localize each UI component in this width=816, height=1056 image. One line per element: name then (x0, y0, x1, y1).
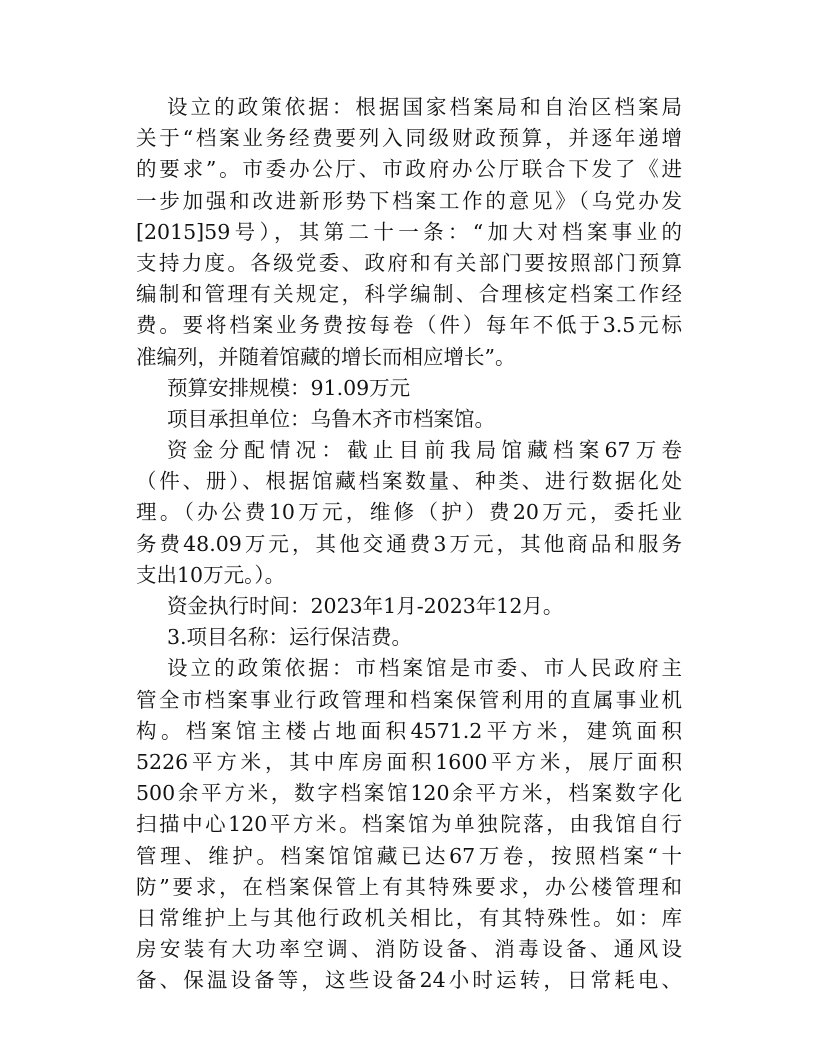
document-body (136, 92, 682, 996)
text-line: 3.项目名称：运行保洁费。 (167, 625, 413, 650)
text-line: 构。档案馆主楼占地面积4571.2平方米，建筑面积 (136, 718, 682, 743)
text-line: 编制和管理有关规定，科学编制、合理核定档案工作经 (136, 282, 682, 307)
text-line: 务费48.09万元，其他交通费3万元，其他商品和服务 (136, 531, 682, 556)
text-line: 资金执行时间：2023年1月-2023年12月。 (167, 594, 564, 618)
text-line: 关于“档案业务经费要列入同级财政预算，并逐年递增 (136, 126, 682, 151)
text-line: 设立的政策依据：市档案馆是市委、市人民政府主 (167, 656, 682, 681)
text-line: [2015]59号），其第二十一条：“加大对档案事业的 (136, 219, 682, 244)
text-line: 日常维护上与其他行政机关相比，有其特殊性。如：库 (136, 905, 682, 930)
text-line: 5226平方米，其中库房面积1600平方米，展厅面积 (136, 749, 682, 774)
text-line: 一步加强和改进新形势下档案工作的意见》（乌党办发 (136, 188, 682, 213)
text-line: 预算安排规模：91.09万元 (167, 375, 411, 400)
text-line: 设立的政策依据：根据国家档案局和自治区档案局 (167, 95, 682, 119)
text-line: 准编列，并随着馆藏的增长而相应增长”。 (136, 344, 516, 369)
text-line: 备、保温设备等，这些设备24小时运转，日常耗电、 (136, 968, 682, 993)
text-line: 房安装有大功率空调、消防设备、消毒设备、通风设 (136, 937, 682, 962)
text-line: 防”要求，在档案保管上有其特殊要求，办公楼管理和 (136, 874, 682, 899)
text-line: 项目承担单位：乌鲁木齐市档案馆。 (167, 406, 495, 431)
text-line: 的要求”。市委办公厅、市政府办公厅联合下发了《进 (136, 157, 682, 182)
text-line: 管全市档案事业行政管理和档案保管利用的直属事业机 (136, 687, 682, 712)
text-line: 扫描中心120平方米。档案馆为单独院落，由我馆自行 (136, 812, 682, 837)
text-line: 费。要将档案业务费按每卷（件）每年不低于3.5元标 (136, 313, 682, 338)
text-line: 500余平方米，数字档案馆120余平方米，档案数字化 (136, 781, 682, 806)
text-line: 理。（办公费10万元，维修（护）费20万元，委托业 (136, 500, 682, 525)
text-line: （件、册）、根据馆藏档案数量、种类、进行数据化处 (136, 469, 682, 494)
text-line: 支持力度。各级党委、政府和有关部门要按照部门预算 (136, 250, 682, 275)
text-line: 管理、维护。档案馆馆藏已达67万卷，按照档案“十 (136, 843, 682, 868)
text-line: 资金分配情况：截止目前我局馆藏档案67万卷 (167, 438, 682, 463)
text-line: 支出10万元。）。 (136, 562, 286, 587)
